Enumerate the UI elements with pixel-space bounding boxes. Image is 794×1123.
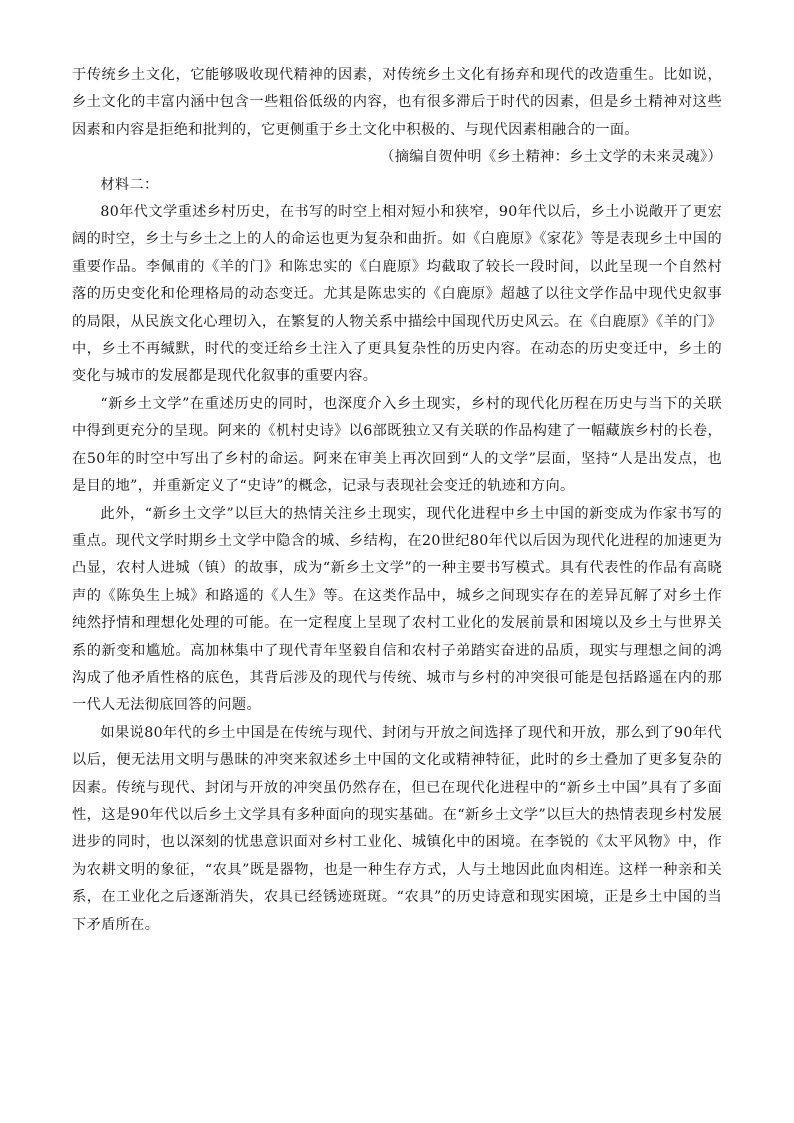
- paragraph-1: 80年代文学重述乡村历史，在书写的时空上相对短小和狭窄，90年代以后，乡土小说敞开了更宏阔的时空，乡土与乡土之上的人的命运也更为复杂和曲折。如《白鹿原》《家花》等是表现乡土中国的重要作品。李佩甫的《羊的门》和陈忠实的《白鹿原》均截取了较长一段时间，以此呈现一个自然村落的历史变化和伦理格局的动态变迁。尤其是陈忠实的《白鹿原》超越了以往文学作品中现代史叙事的局限，从民族文化心理切入，在繁复的人物关系中描绘中国现代历史风云。在《白鹿原》《羊的门》中，乡土不再缄默，时代的变迁给乡土注入了更具复杂性的历史内容。在动态的历史变迁中，乡土的变化与城市的发展都是现代化叙事的重要内容。: [72, 204, 722, 385]
- paragraph-continued: 于传统乡土文化，它能够吸收现代精神的因素，对传统乡土文化有扬弃和现代的改造重生。比如说，乡土文化的丰富内涵中包含一些粗俗低级的内容，也有很多滞后于时代的因素，但是乡土精神对这些因素和内容是拒绝和批判的，它更侧重于乡土文化中积极的、与现代因素相融合的一面。: [72, 67, 722, 138]
- material-two-heading: 材料二：: [100, 176, 159, 193]
- paragraph-4: 如果说80年代的乡土中国是在传统与现代、封闭与开放之间选择了现代和开放，那么到了90年代以后，便无法用文明与愚昧的冲突来叙述乡土中国的文化或精神特征，此时的乡土叠加了更多复杂的因素。传统与现代、封闭与开放的冲突虽仍然存在，但已在现代化进程中的“新乡土中国”具有了多面性，这是90年代以后乡土文学具有多种面向的现实基础。在“新乡土文学”以巨大的热情表现乡村发展进步的同时，也以深刻的忧患意识面对乡村工业化、城镇化中的困境。在李锐的《太平风物》中，作为农耕文明的象征，“农具”既是器物，也是一种生存方式，人与土地因此血肉相连。这样一种亲和关系，在工业化之后逐渐消失，农具已经锈迹斑斑。“农具”的历史诗意和现实困境，正是乡土中国的当下矛盾所在。: [72, 724, 722, 933]
- paragraph-3: 此外，“新乡土文学”以巨大的热情关注乡土现实，现代化进程中乡土中国的新变成为作家书写的重点。现代文学时期乡土文学中隐含的城、乡结构，在20世纪80年代以后因为现代化进程的加速更为凸显，农村人进城（镇）的故事，成为“新乡土文学”的一种主要书写模式。具有代表性的作品有高晓声的《陈奂生上城》和路遥的《人生》等。在这类作品中，城乡之间现实存在的差异瓦解了对乡土作纯然抒情和理想化处理的可能。在一定程度上呈现了农村工业化的发展前景和困境以及乡土与世界关系的新变和尴尬。高加林集中了现代青年坚毅自信和农村子弟踏实奋进的品质，现实与理想之间的鸿沟成了他矛盾性格的底色，其背后涉及的现代与传统、城市与乡村的冲突很可能是包括路遥在内的那一代人无法彻底回答的问题。: [72, 505, 722, 714]
- source-citation: （摘编自贺仲明《乡土精神：乡土文学的未来灵魂》）: [380, 149, 722, 166]
- paragraph-2: “新乡土文学”在重述历史的同时，也深度介入乡土现实，乡村的现代化历程在历史与当下的关联中得到更充分的呈现。阿来的《机村史诗》以6部既独立又有关联的作品构建了一幅藏族乡村的长卷，在50年的时空中写出了乡村的命运。阿来在审美上再次回到“人的文学”层面，坚持“人是出发点，也是目的地”，并重新定义了“史诗”的概念，记录与表现社会变迁的轨迹和方向。: [72, 395, 722, 495]
- document-page: [72, 62, 722, 939]
